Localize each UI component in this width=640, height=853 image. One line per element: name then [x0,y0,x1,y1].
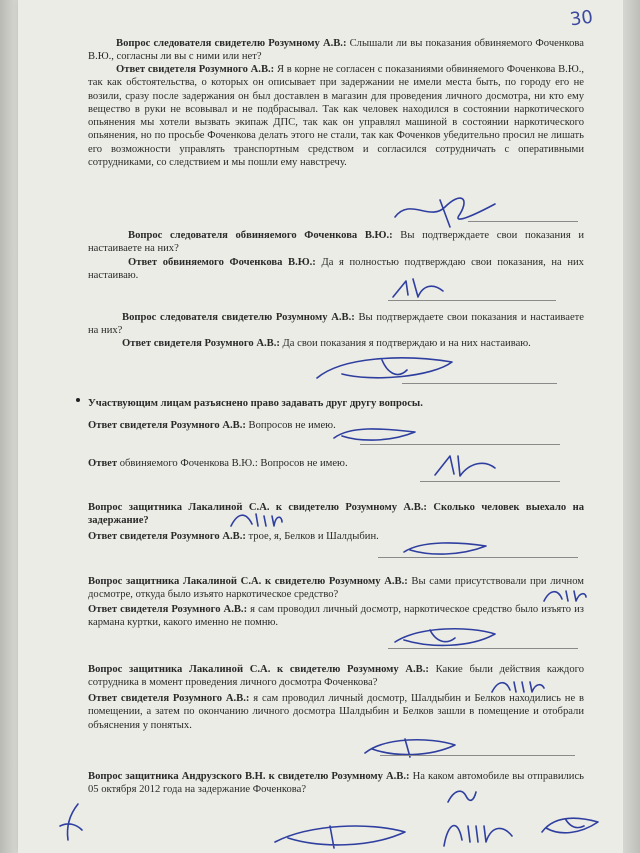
signature-line [380,755,575,756]
signature-line [378,557,578,558]
question-block: Вопрос защитника Андрузского В.Н. к свидетелю Розумному А.В.: На каком автомобиле вы отправились 05 октября 2012 года на задержание Фоченкова? [88,771,585,796]
signature-line [360,444,560,445]
margin-mark [50,800,90,850]
answer-block: Ответ свидетеля Розумного А.В.: я сам проводил личный досмотр, наркотическое средство было изъято из кармана куртки, какого именно не помню. [88,604,584,629]
signature-line [388,648,578,649]
answer-block: Ответ свидетеля Розумного А.В.: Да свои показания я подтверждаю и на них настаиваю. [122,338,531,349]
signature-line [388,300,556,301]
answer-block: Ответ свидетеля Розумного А.В.: трое, я, Белков и Шалдыбин. [88,531,379,542]
question-block: Вопрос следователя свидетелю Розумному А.В.: Слышали ли вы показания обвиняемого Фоченкова В.Ю., согласны ли вы с ними или нет? [88,38,584,63]
rights-notice: Участвующим лицам разъяснено право задавать друг другу вопросы. [88,398,423,409]
signature [270,818,410,852]
question-block: Вопрос защитника Лакалиной С.А. к свидетелю Розумному А.В.: Вы сами присутствовали при личном досмотре, откуда было изъято наркотическое средство? [88,576,585,601]
answer-block: Ответ обвиняемого Фоченкова В.Ю.: Вопросов не имею. [88,458,348,469]
page-number: 30 [568,6,595,31]
signature [390,192,500,232]
signature [330,422,420,446]
signature [388,275,448,303]
signature [360,733,460,761]
signature [430,450,500,482]
binding-edge [0,0,18,853]
question-block: Вопрос защитника Лакалиной С.А. к свидетелю Розумному А.В.: Какие были действия каждого сотрудника в момент проведения личного досмотра Фоченкова? [88,664,585,689]
answer-block: Ответ свидетеля Розумного А.В.: Я в корне не согласен с показаниями обвиняемого Фоченкова В.Ю., так как обстоятельства, о которых он описывает при задержании не имели места быть, по городу его не возили, сразу после задержания он был доставлен в магазин для проведения личного досмотра, ни кто ему вещество в руки не всовывал и не подбрасывал. Так как человек находился в состоянии наркотического опьянения мы хотели вызвать экипаж ДПС, так как он управлял машиной в состоянии наркотического опьянения, но по просьбе Фоченкова делать этого не стали, так как Фоченков убедительно просил не лишать его возможности управлять транспортным средством и согласился сотрудничать с оперативными сотрудниками, со следствием и мы пошли ему навстречу. [88,64,585,169]
signature-mark [444,784,480,808]
question-block: Вопрос защитника Лакалиной С.А. к свидетелю Розумному А.В.: Сколько человек выехало на задержание? [88,502,584,527]
answer-block: Ответ свидетеля Розумного А.В.: Вопросов не имею. [88,420,336,431]
right-page-edge [623,0,640,853]
answer-block: Ответ обвиняемого Фоченкова В.Ю.: Да я полностью подтверждаю свои показания, на них настаиваю. [88,257,584,282]
question-block: Вопрос следователя обвиняемого Фоченкова В.Ю.: Вы подтверждаете свои показания и настаиваете на них? [88,230,584,255]
signature [536,812,606,842]
answer-block: Ответ свидетеля Розумного А.В.: я сам проводил личный досмотр, Шалдыбин и Белков находились не в помещении, а затем по окончанию личного досмотра Шалдыбин и Белков зашли в помещение и отобрали объяснения у понятых. [88,693,585,731]
bullet-mark [76,398,80,402]
signature [438,812,518,852]
signature-mark [226,508,286,532]
question-block: Вопрос следователя свидетелю Розумному А.В.: Вы подтверждаете свои показания и настаиваете на них? [88,312,584,337]
signature-line [420,481,560,482]
signature-line [402,383,557,384]
signature-line [468,221,578,222]
